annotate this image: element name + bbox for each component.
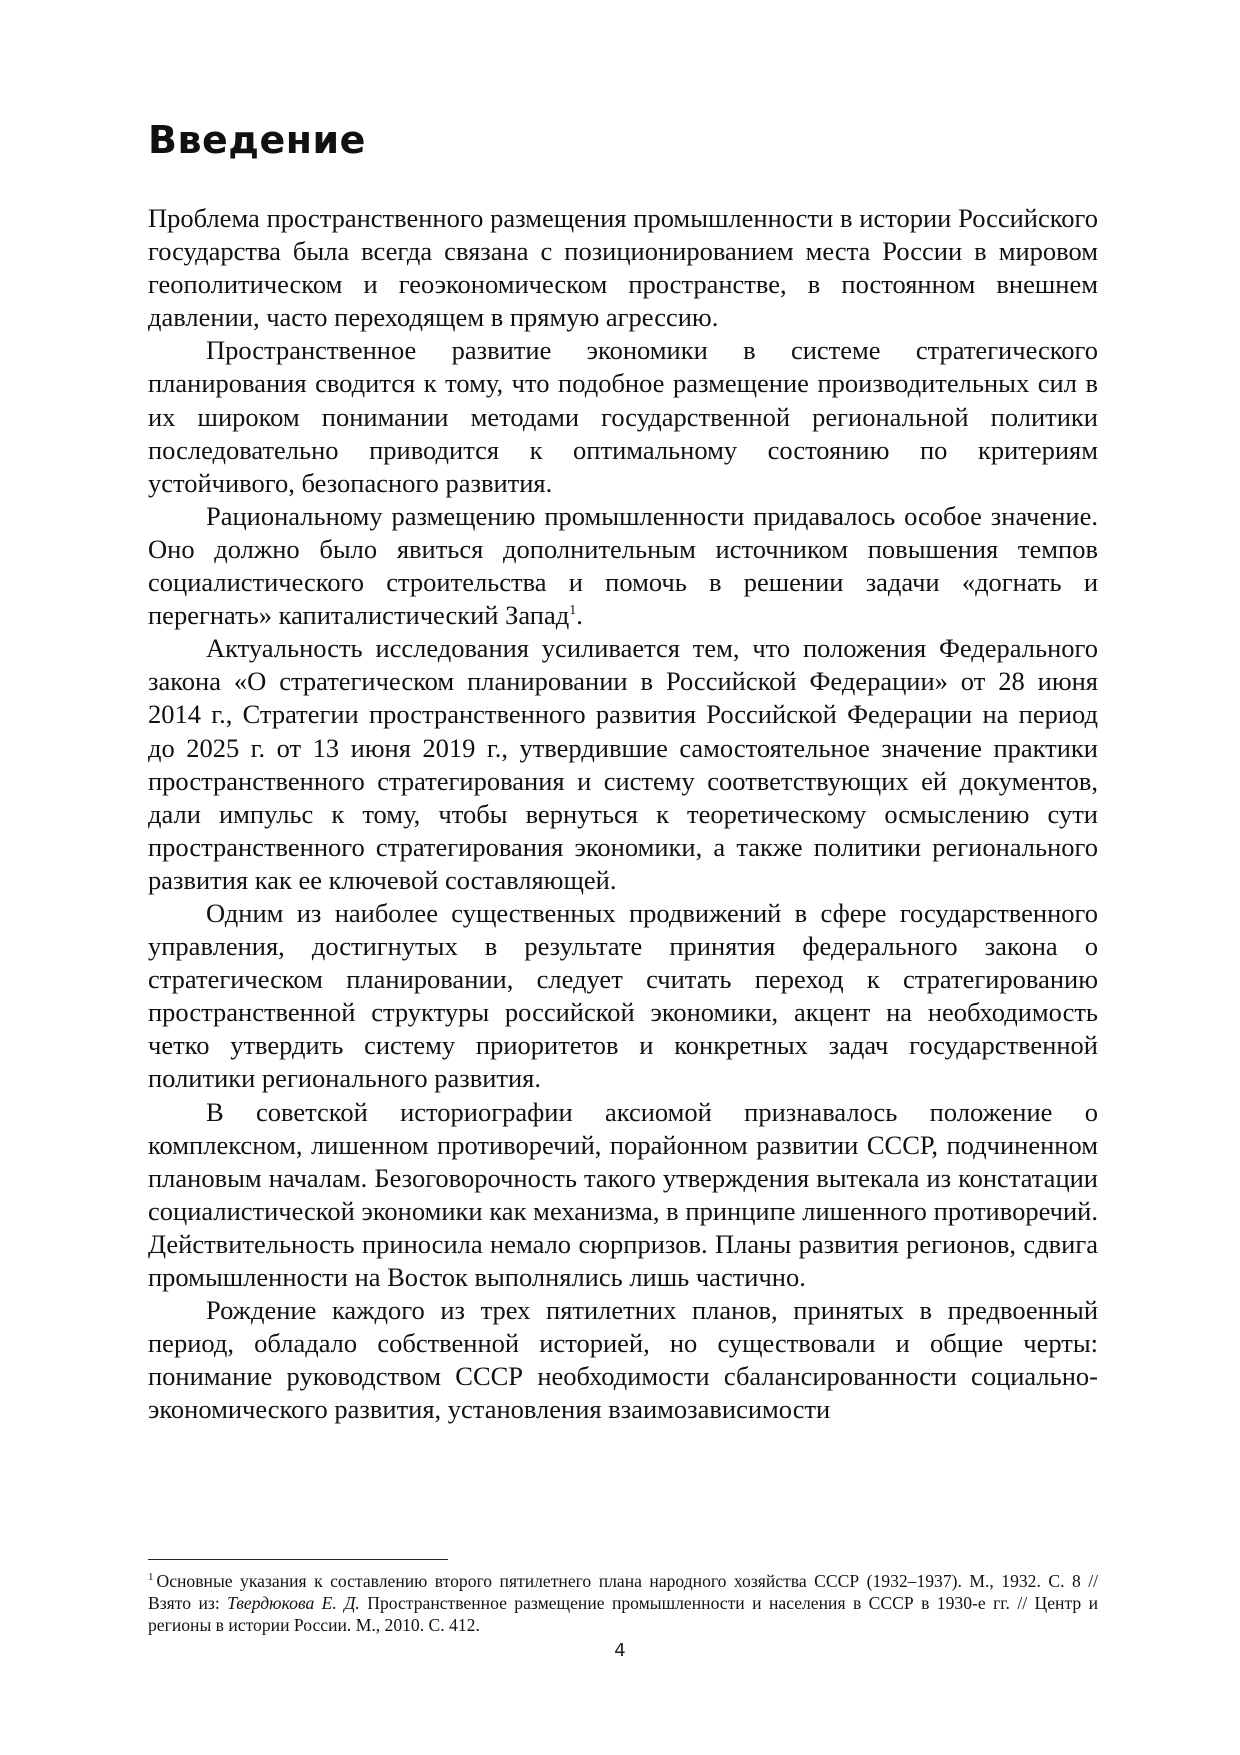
paragraph-3 [148, 500, 1098, 632]
footnote [148, 1570, 1098, 1636]
paragraph-4: Актуальность исследования усиливается тем, что положения Федерального закона «О стратегическом планировании в Российской Федерации» от 28 июня 2014 г., Стратегии пространственного развития Российской Федерации на период до 2025 г. от 13 июня 2019 г., утвердившие самостоятельное значение практики пространственного стратегирования и систему соответствующих ей документов, дали импульс к тому, чтобы вернуться к теоретическому осмыслению сути пространственного стратегирования экономики, а также политики регионального развития как ее ключевой составляющей. [148, 633, 1098, 895]
paragraph-5: Одним из наиболее существенных продвижений в сфере государственного управления, достигнутых в результате принятия федерального закона о стратегическом планировании, следует считать переход к стратегированию пространственной структуры российской экономики, акцент на необходимость четко утвердить систему приоритетов и конкретных задач государственной политики регионального развития. [148, 897, 1098, 1094]
paragraph-3-end: . [576, 600, 583, 631]
footnote-text-start: Основные указания к составлению второго пятилетнего плана народного хозяйства СССР (1932–1937). М., 1932. С. 8 // Взято из: [148, 1571, 1098, 1613]
paragraph-2: Пространственное развитие экономики в системе стратегического планирования сводится к тому, что подобное размещение производительных сил в их широком понимании методами государственной региональной политики последовательно приводится к оптимальному состоянию по критериям устойчивого, безопасного развития. [148, 335, 1098, 498]
page-number: 4 [614, 1640, 626, 1661]
paragraph-7: Рождение каждого из трех пятилетних планов, принятых в предвоенный период, обладало собственной историей, но существовали и общие черты: понимание руководством СССР необходимости сбалансированности социально-экономического развития, установления взаимозависимости [148, 1295, 1098, 1425]
footnote-text-end: Пространственное размещение промышленности и населения в СССР в 1930-е гг. // Центр и регионы в истории России. М., 2010. С. 412. [148, 1593, 1098, 1635]
body-text [148, 202, 1098, 1426]
paragraph-3-text: Рациональному размещению промышленности придавалось особое значение. Оно должно было явиться дополнительным источником повышения темпов социалистического строительства и помочь в решении задачи «догнать и перегнать» капиталистический Запад [148, 500, 1098, 631]
page-title: Введение [148, 118, 366, 162]
footnote-author: Твердюкова Е. Д. [227, 1593, 360, 1613]
footnote-divider [148, 1559, 448, 1560]
paragraph-6: В советской историографии аксиомой признавалось положение о комплексном, лишенном противоречий, порайонном развитии СССР, подчиненном плановым началам. Безоговорочность такого утверждения вытекала из констатации социалистической экономики как механизма, в принципе лишенного противоречий. Действительность приносила немало сюрпризов. Планы развития регионов, сдвига промышленности на Восток выполнялись лишь частично. [148, 1096, 1098, 1292]
footnote-reference[interactable]: 1 [569, 603, 577, 619]
footnote-marker: 1 [148, 1571, 154, 1584]
paragraph-1: Проблема пространственного размещения промышленности в истории Российского государства была всегда связана с позиционированием места России в мировом геополитическом и геоэкономическом пространстве, в постоянном внешнем давлении, часто переходящем в прямую агрессию. [148, 203, 1098, 333]
